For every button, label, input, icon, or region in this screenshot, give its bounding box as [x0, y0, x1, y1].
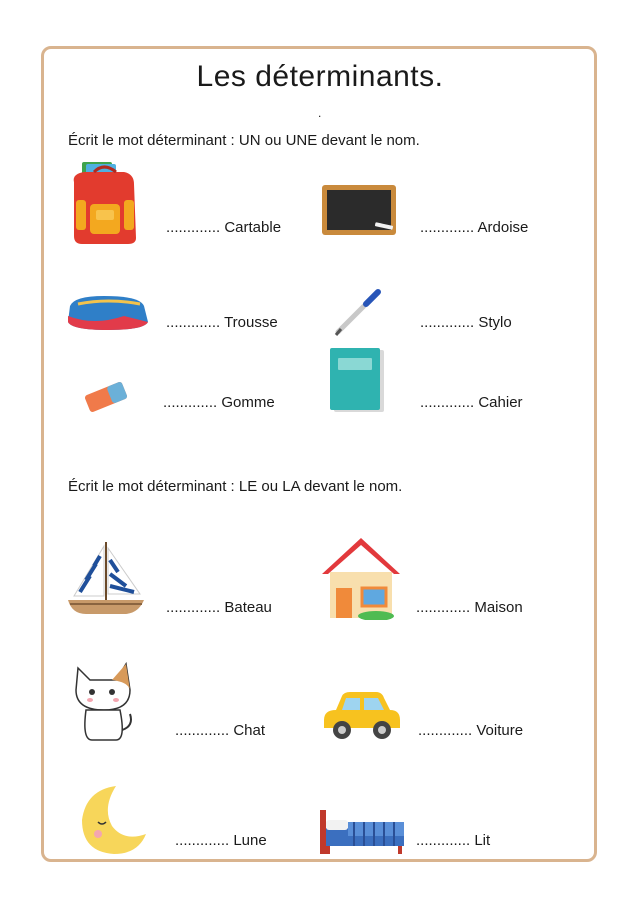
word-chat: ............. Chat	[175, 722, 266, 739]
word-cartable: ............. Cartable	[166, 219, 282, 236]
word-bateau: ............. Bateau	[166, 599, 272, 616]
car-icon	[320, 690, 402, 742]
word-lit: ............. Lit	[416, 832, 491, 849]
eraser-icon	[84, 378, 128, 416]
bed-icon	[318, 806, 406, 856]
moon-icon	[76, 782, 148, 858]
word-gomme: ............. Gomme	[163, 394, 275, 411]
word-stylo: ............. Stylo	[420, 314, 512, 331]
backpack-icon	[64, 160, 144, 246]
title-dot: .	[318, 106, 322, 120]
page-title: Les déterminants.	[196, 60, 444, 93]
notebook-icon	[328, 346, 388, 416]
house-icon	[320, 536, 402, 620]
cat-icon	[70, 660, 136, 742]
word-lune: ............. Lune	[175, 832, 267, 849]
word-trousse: ............. Trousse	[166, 314, 278, 331]
instruction-le-la: Écrit le mot déterminant : LE ou LA devant le nom.	[68, 478, 403, 495]
pencil-case-icon	[64, 292, 150, 334]
word-cahier: ............. Cahier	[420, 394, 523, 411]
word-maison: ............. Maison	[416, 599, 523, 616]
word-ardoise: ............. Ardoise	[420, 219, 529, 236]
sailboat-icon	[64, 538, 148, 618]
pen-icon	[332, 288, 384, 338]
chalkboard-icon	[321, 184, 397, 238]
word-voiture: ............. Voiture	[418, 722, 524, 739]
instruction-un-une: Écrit le mot déterminant : UN ou UNE devant le nom.	[68, 132, 420, 149]
